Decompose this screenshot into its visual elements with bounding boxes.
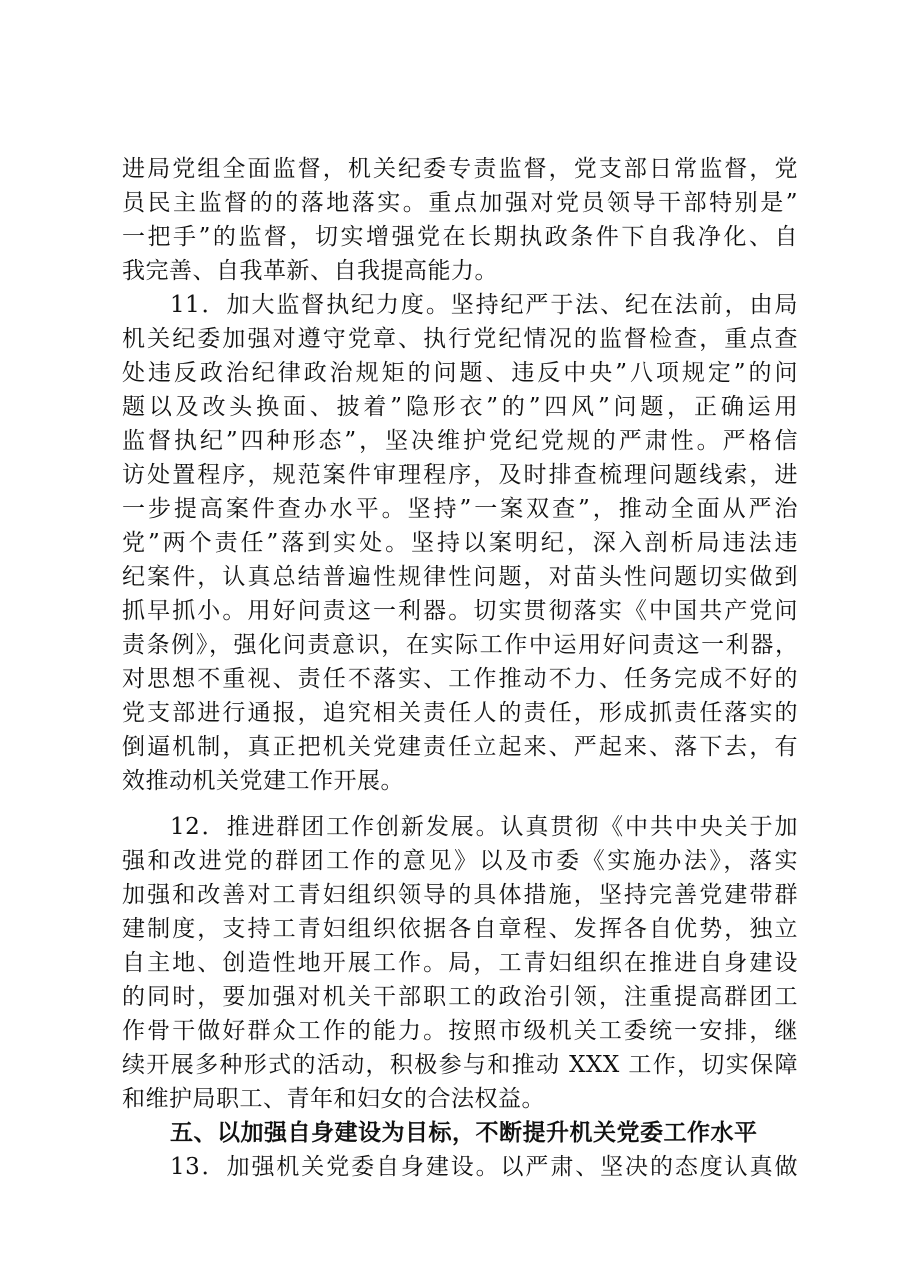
- paragraph-line: 机关纪委加强对遵守党章、执行党纪情况的监督检查，重点查: [122, 326, 798, 352]
- paragraph-line: 强和改进党的群团工作的意见》以及市委《实施办法》，落实: [122, 848, 798, 874]
- paragraph-line: 续开展多种形式的活动，积极参与和推动 XXX 工作，切实保障: [122, 1052, 798, 1078]
- paragraph-line: 对思想不重视、责任不落实、工作推动不力、任务完成不好的: [122, 666, 798, 692]
- paragraph-line: 效推动机关党建工作开展。: [122, 768, 404, 794]
- paragraph-line: 的同时，要加强对机关干部职工的政治引领，注重提高群团工: [122, 984, 798, 1010]
- paragraph-line: 和维护局职工、青年和妇女的合法权益。: [122, 1086, 545, 1112]
- paragraph-line: 进局党组全面监督，机关纪委专责监督，党支部日常监督，党: [122, 156, 798, 182]
- paragraph-line: 建制度，支持工青妇组织依据各自章程、发挥各自优势，独立: [122, 916, 798, 942]
- paragraph-line: 一步提高案件查办水平。坚持”一案双查”，推动全面从严治: [122, 496, 798, 522]
- paragraph-line: 我完善、自我革新、自我提高能力。: [122, 258, 498, 284]
- paragraph-line: 作骨干做好群众工作的能力。按照市级机关工委统一安排，继: [122, 1018, 798, 1044]
- paragraph-line-item-11: 11．加大监督执纪力度。坚持纪严于法、纪在法前，由局: [170, 292, 798, 318]
- paragraph-line: 纪案件，认真总结普遍性规律性问题，对苗头性问题切实做到: [122, 564, 798, 590]
- paragraph-line: 题以及改头换面、披着”隐形衣”的”四风”问题，正确运用: [122, 394, 798, 420]
- paragraph-line: 监督执纪”四种形态”，坚决维护党纪党规的严肃性。严格信: [122, 428, 798, 454]
- paragraph-line: 党”两个责任”落到实处。坚持以案明纪，深入剖析局违法违: [122, 530, 798, 556]
- paragraph-line: 访处置程序，规范案件审理程序，及时排查梳理问题线索，进: [122, 462, 798, 488]
- paragraph-line: 倒逼机制，真正把机关党建责任立起来、严起来、落下去，有: [122, 734, 798, 760]
- paragraph-line-item-12: 12．推进群团工作创新发展。认真贯彻《中共中央关于加: [170, 814, 798, 840]
- paragraph-line: 员民主监督的的落地落实。重点加强对党员领导干部特别是”: [122, 190, 798, 216]
- paragraph-line: 加强和改善对工青妇组织领导的具体措施，坚持完善党建带群: [122, 882, 798, 908]
- paragraph-line: 一把手”的监督，切实增强党在长期执政条件下自我净化、自: [122, 224, 798, 250]
- paragraph-line: 抓早抓小。用好问责这一利器。切实贯彻落实《中国共产党问: [122, 598, 798, 624]
- paragraph-line: 自主地、创造性地开展工作。局，工青妇组织在推进自身建设: [122, 950, 798, 976]
- paragraph-line-item-13: 13．加强机关党委自身建设。以严肃、坚决的态度认真做: [170, 1154, 798, 1180]
- section-heading: 五、以加强自身建设为目标，不断提升机关党委工作水平: [170, 1120, 758, 1146]
- paragraph-line: 责条例》，强化问责意识，在实际工作中运用好问责这一利器，: [122, 632, 798, 658]
- paragraph-line: 处违反政治纪律政治规矩的问题、违反中央”八项规定”的问: [122, 360, 798, 386]
- paragraph-line: 党支部进行通报，追究相关责任人的责任，形成抓责任落实的: [122, 700, 798, 726]
